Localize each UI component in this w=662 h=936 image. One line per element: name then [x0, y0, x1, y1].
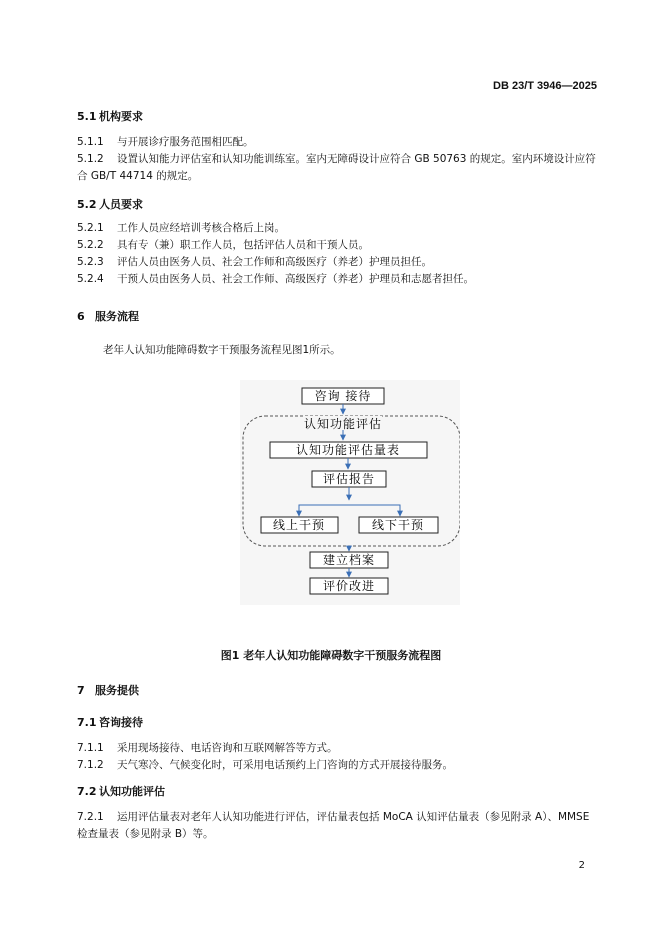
section-number: 5.1: [77, 110, 97, 123]
clause-text: 与开展诊疗服务范围相匹配。: [117, 136, 254, 148]
clause-number: 5.2.1: [77, 222, 104, 234]
clause-text: 运用评估量表对老年人认知功能进行评估，评估量表包括 MoCA 认知评估量表（参见附录 A）、MMSE 检查量表（参见附录 B）等。: [77, 811, 590, 840]
clause-number: 5.1.2: [77, 153, 104, 165]
clause-number: 7.1.2: [77, 759, 104, 771]
clause-5-2-2: [77, 237, 600, 254]
flow-text-consult: 咨询 接待: [314, 389, 372, 403]
flow-text-offline: 线下干预: [371, 518, 425, 532]
flow-text-report: 评估报告: [322, 472, 376, 486]
flow-text-improve: 评价改进: [322, 579, 376, 593]
clause-text: 评估人员由医务人员、社会工作师和高级医疗（养老）护理员担任。: [117, 256, 432, 268]
figure-background: [240, 380, 460, 605]
section-number: 7.2: [77, 785, 97, 798]
flow-text-online: 线上干预: [272, 518, 326, 532]
clause-number: 5.1.1: [77, 136, 104, 148]
section-title: 机构要求: [99, 110, 143, 123]
section-title: 服务流程: [95, 310, 139, 323]
section-7-heading: [77, 682, 139, 698]
flow-text-archive: 建立档案: [322, 553, 376, 567]
page-number: 2: [578, 860, 585, 871]
section-5-1-heading: [77, 108, 143, 124]
section-title: 服务提供: [95, 684, 139, 697]
clause-number: 5.2.2: [77, 239, 104, 251]
clause-7-2-1: [77, 809, 600, 843]
clause-number: 7.2.1: [77, 811, 104, 823]
clause-number: 5.2.3: [77, 256, 104, 268]
section-number: 6: [77, 310, 85, 323]
clause-text: 工作人员应经培训考核合格后上岗。: [117, 222, 285, 234]
service-flowchart: [240, 380, 460, 605]
clause-text: 干预人员由医务人员、社会工作师、高级医疗（养老）护理员和志愿者担任。: [117, 273, 474, 285]
section-number: 5.2: [77, 198, 97, 211]
clause-5-1-2: [77, 151, 600, 185]
section-title: 认知功能评估: [99, 785, 165, 798]
section-5-2-heading: [77, 196, 143, 212]
figure-caption: 图1 老年人认知功能障碍数字干预服务流程图: [220, 649, 442, 662]
section-number: 7: [77, 684, 85, 697]
clause-5-2-3: [77, 254, 600, 271]
flow-text-group: 认知功能评估: [303, 417, 383, 431]
section-6-paragraph: 老年人认知功能障碍数字干预服务流程见图1所示。: [103, 344, 341, 356]
clause-number: 7.1.1: [77, 742, 104, 754]
section-number: 7.1: [77, 716, 97, 729]
flow-text-scale: 认知功能评估量表: [295, 443, 401, 457]
clause-text: 天气寒冷、气候变化时，可采用电话预约上门咨询的方式开展接待服务。: [117, 759, 453, 771]
clause-text: 采用现场接待、电话咨询和互联网解答等方式。: [117, 742, 338, 754]
clause-text: 设置认知能力评估室和认知功能训练室。室内无障碍设计应符合 GB 50763 的规定。室内环境设计应符合 GB/T 44714 的规定。: [77, 153, 596, 182]
section-title: 咨询接待: [99, 716, 143, 729]
standard-code: DB 23/T 3946—2025: [493, 80, 597, 92]
section-6-heading: [77, 308, 139, 324]
clause-5-2-4: [77, 271, 600, 288]
section-7-1-heading: [77, 714, 143, 730]
clause-number: 5.2.4: [77, 273, 104, 285]
clause-7-1-2: [77, 757, 600, 774]
clause-5-1-1: [77, 134, 600, 151]
section-7-2-heading: [77, 783, 165, 799]
clause-7-1-1: [77, 740, 600, 757]
clause-text: 具有专（兼）职工作人员，包括评估人员和干预人员。: [117, 239, 369, 251]
clause-5-2-1: [77, 220, 600, 237]
section-title: 人员要求: [99, 198, 143, 211]
